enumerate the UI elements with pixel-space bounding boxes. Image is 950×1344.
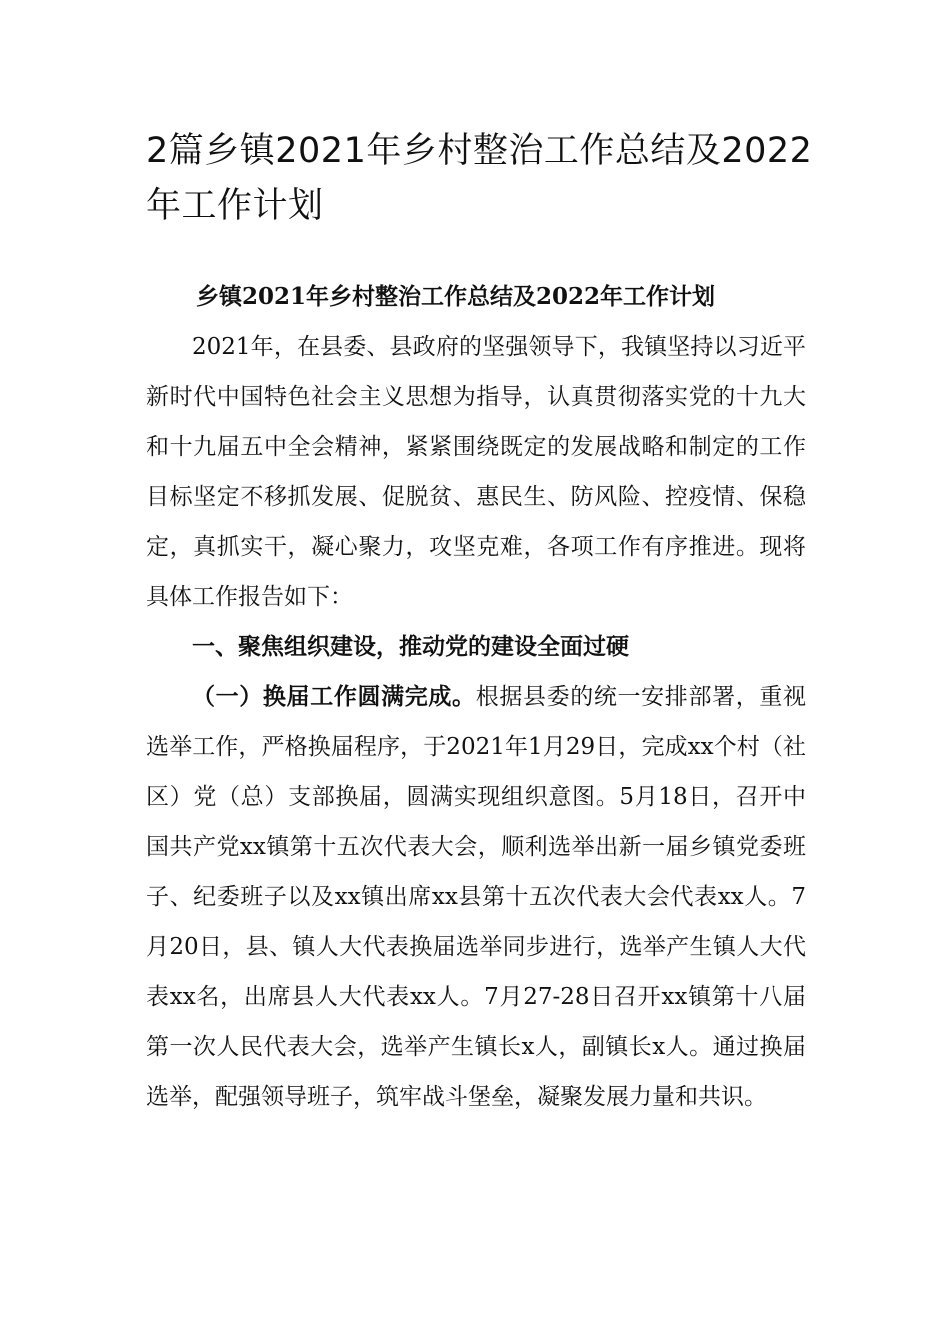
section-heading: 一、聚焦组织建设，推动党的建设全面过硬 — [192, 633, 629, 660]
document-title: 2篇乡镇2021年乡村整治工作总结及2022年工作计划 — [146, 131, 813, 226]
paragraph-lead: （一）换届工作圆满完成。 — [192, 683, 476, 710]
document-subtitle: 乡镇2021年乡村整治工作总结及2022年工作计划 — [196, 283, 716, 310]
intro-paragraph: 2021年，在县委、县政府的坚强领导下，我镇坚持以习近平新时代中国特色社会主义思想为指导，认真贯彻落实党的十九大和十九届五中全会精神，紧紧围绕既定的发展战略和制定的工作目标坚定不移抓发展、促脱贫、惠民生、防风险、控疫情、保稳定，真抓实干，凝心聚力，攻坚克难，各项工作有序推进。现将具体工作报告如下： — [146, 334, 806, 610]
section-paragraph — [146, 672, 806, 1122]
paragraph-text: 根据县委的统一安排部署，重视选举工作，严格换届程序，于2021年1月29日，完成xx个村（社区）党（总）支部换届，圆满实现组织意图。5月18日，召开中国共产党xx镇第十五次代表大会，顺利选举出新一届乡镇党委班子、纪委班子以及xx镇出席xx县第十五次代表大会代表xx人。7月20日，县、镇人大代表换届选举同步进行，选举产生镇人大代表xx名，出席县人大代表xx人。7月27-28日召开xx镇第十八届第一次人民代表大会，选举产生镇长x人，副镇长x人。通过换届选举，配强领导班子，筑牢战斗堡垒，凝聚发展力量和共识。 — [146, 684, 807, 1110]
document-body — [146, 272, 806, 1122]
